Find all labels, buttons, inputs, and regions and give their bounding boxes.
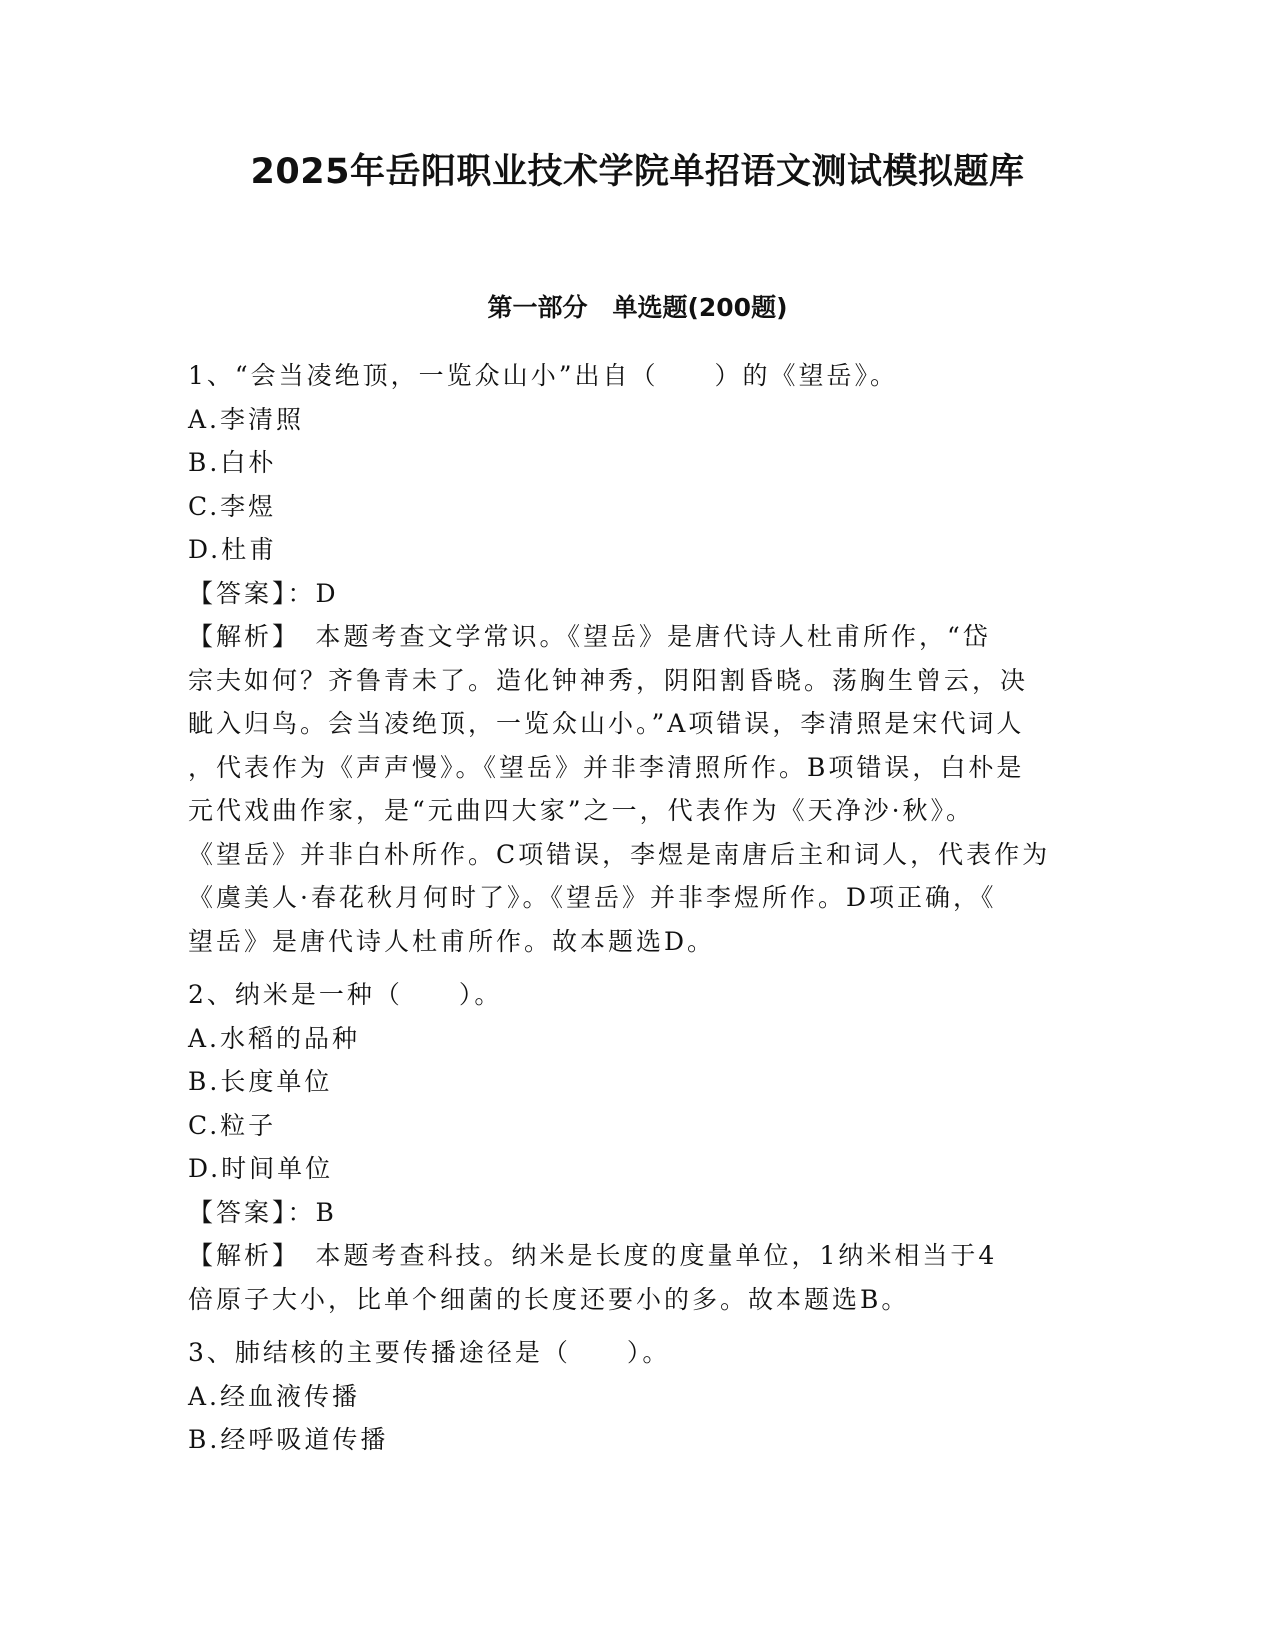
analysis	[188, 1234, 1088, 1321]
question-1	[188, 354, 1088, 963]
option-b: B.经呼吸道传播	[188, 1425, 389, 1454]
option-a: A.水稻的品种	[188, 1023, 361, 1053]
option-a: A.李清照	[188, 404, 305, 434]
analysis	[188, 615, 1088, 963]
question-stem: 1、“会当凌绝顶，一览众山小”出自（ ）的《望岳》。	[188, 361, 898, 390]
analysis-line: 【解析】 本题考查科技。纳米是长度的度量单位，1纳米相当于4	[188, 1241, 998, 1270]
option-d: D.杜甫	[188, 535, 278, 564]
question-list	[188, 354, 1088, 1472]
section-title: 第一部分 单选题(200题)	[487, 293, 788, 322]
option-d: D.时间单位	[188, 1154, 334, 1183]
analysis-line: 倍原子大小，比单个细菌的长度还要小的多。故本题选B。	[188, 1284, 910, 1314]
analysis-line: 元代戏曲作家，是“元曲四大家”之一，代表作为《天净沙·秋》。	[188, 796, 975, 825]
analysis-line: 宗夫如何？齐鲁青未了。造化钟神秀，阴阳割昏晓。荡胸生曾云，决	[188, 665, 1029, 695]
question-2	[188, 973, 1088, 1321]
option-c: C.粒子	[188, 1110, 277, 1140]
analysis-line: 《望岳》并非白朴所作。C项错误，李煜是南唐后主和词人，代表作为	[188, 839, 1051, 869]
answer-line: 【答案】：D	[188, 578, 339, 608]
analysis-line: 【解析】 本题考查文学常识。《望岳》是唐代诗人杜甫所作，“岱	[188, 622, 991, 651]
option-a: A.经血液传播	[188, 1381, 361, 1411]
option-b: B.白朴	[188, 448, 277, 477]
answer-line: 【答案】：B	[188, 1197, 337, 1227]
question-3	[188, 1331, 1088, 1462]
analysis-line: 《虞美人·春花秋月何时了》。《望岳》并非李煜所作。D项正确，《	[188, 883, 997, 912]
question-stem: 2、纳米是一种（ ）。	[188, 980, 503, 1009]
option-b: B.长度单位	[188, 1067, 333, 1096]
question-stem: 3、肺结核的主要传播途径是（ ）。	[188, 1338, 671, 1367]
analysis-line: ，代表作为《声声慢》。《望岳》并非李清照所作。B项错误，白朴是	[188, 752, 1025, 782]
option-c: C.李煜	[188, 491, 277, 521]
document-title: 2025年岳阳职业技术学院单招语文测试模拟题库	[250, 152, 1025, 192]
analysis-line: 望岳》是唐代诗人杜甫所作。故本题选D。	[188, 926, 716, 956]
analysis-line: 眦入归鸟。会当凌绝顶，一览众山小。”A项错误，李清照是宋代词人	[188, 709, 1025, 738]
